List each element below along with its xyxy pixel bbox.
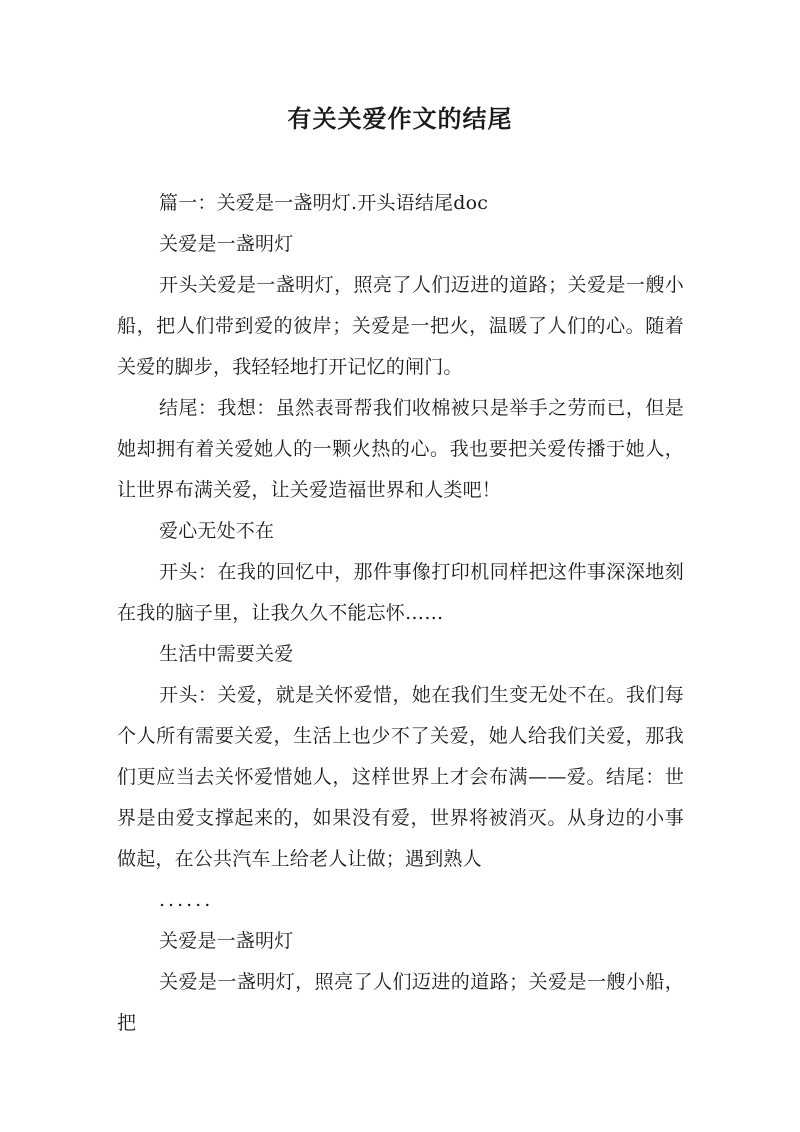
paragraph-subheading: 爱心无处不在 (159, 520, 275, 542)
paragraph-body: 关爱是一盏明灯，照亮了人们迈进的道路；关爱是一艘小船，把 (117, 971, 684, 1034)
paragraph-section-heading: 篇一：关爱是一盏明灯.开头语结尾doc (159, 192, 489, 214)
paragraph-body: 开头：在我的回忆中，那件事像打印机同样把这件事深深地刻在我的脑子里，让我久久不能忘怀…… (117, 561, 684, 624)
paragraph-body: 开头：关爱，就是关怀爱惜，她在我们生变无处不在。我们每个人所有需要关爱，生活上也少不了关爱，她人给我们关爱，那我们更应当去关怀爱惜她人，这样世界上才会布满——爱。结尾：世界是由爱支撑起来的，如果没有爱，世界将被消灭。从身边的小事做起，在公共汽车上给老人让做；遇到熟人 (117, 684, 684, 870)
paragraph-ellipsis: ...... (159, 889, 214, 911)
paragraph-body: 结尾：我想：虽然表哥帮我们收棉被只是举手之劳而已，但是她却拥有着关爱她人的一颗火热的心。我也要把关爱传播于她人，让世界布满关爱，让关爱造福世界和人类吧！ (117, 397, 684, 501)
paragraph-subheading: 生活中需要关爱 (159, 643, 294, 665)
paragraph-body: 开头关爱是一盏明灯，照亮了人们迈进的道路；关爱是一艘小船，把人们带到爱的彼岸；关爱是一把火，温暖了人们的心。随着关爱的脚步，我轻轻地打开记忆的闸门。 (117, 274, 684, 378)
document-body (117, 183, 684, 1044)
paragraph-subheading: 关爱是一盏明灯 (159, 930, 294, 952)
document-title: 有关关爱作文的结尾 (287, 104, 513, 133)
paragraph-subheading: 关爱是一盏明灯 (159, 233, 294, 255)
